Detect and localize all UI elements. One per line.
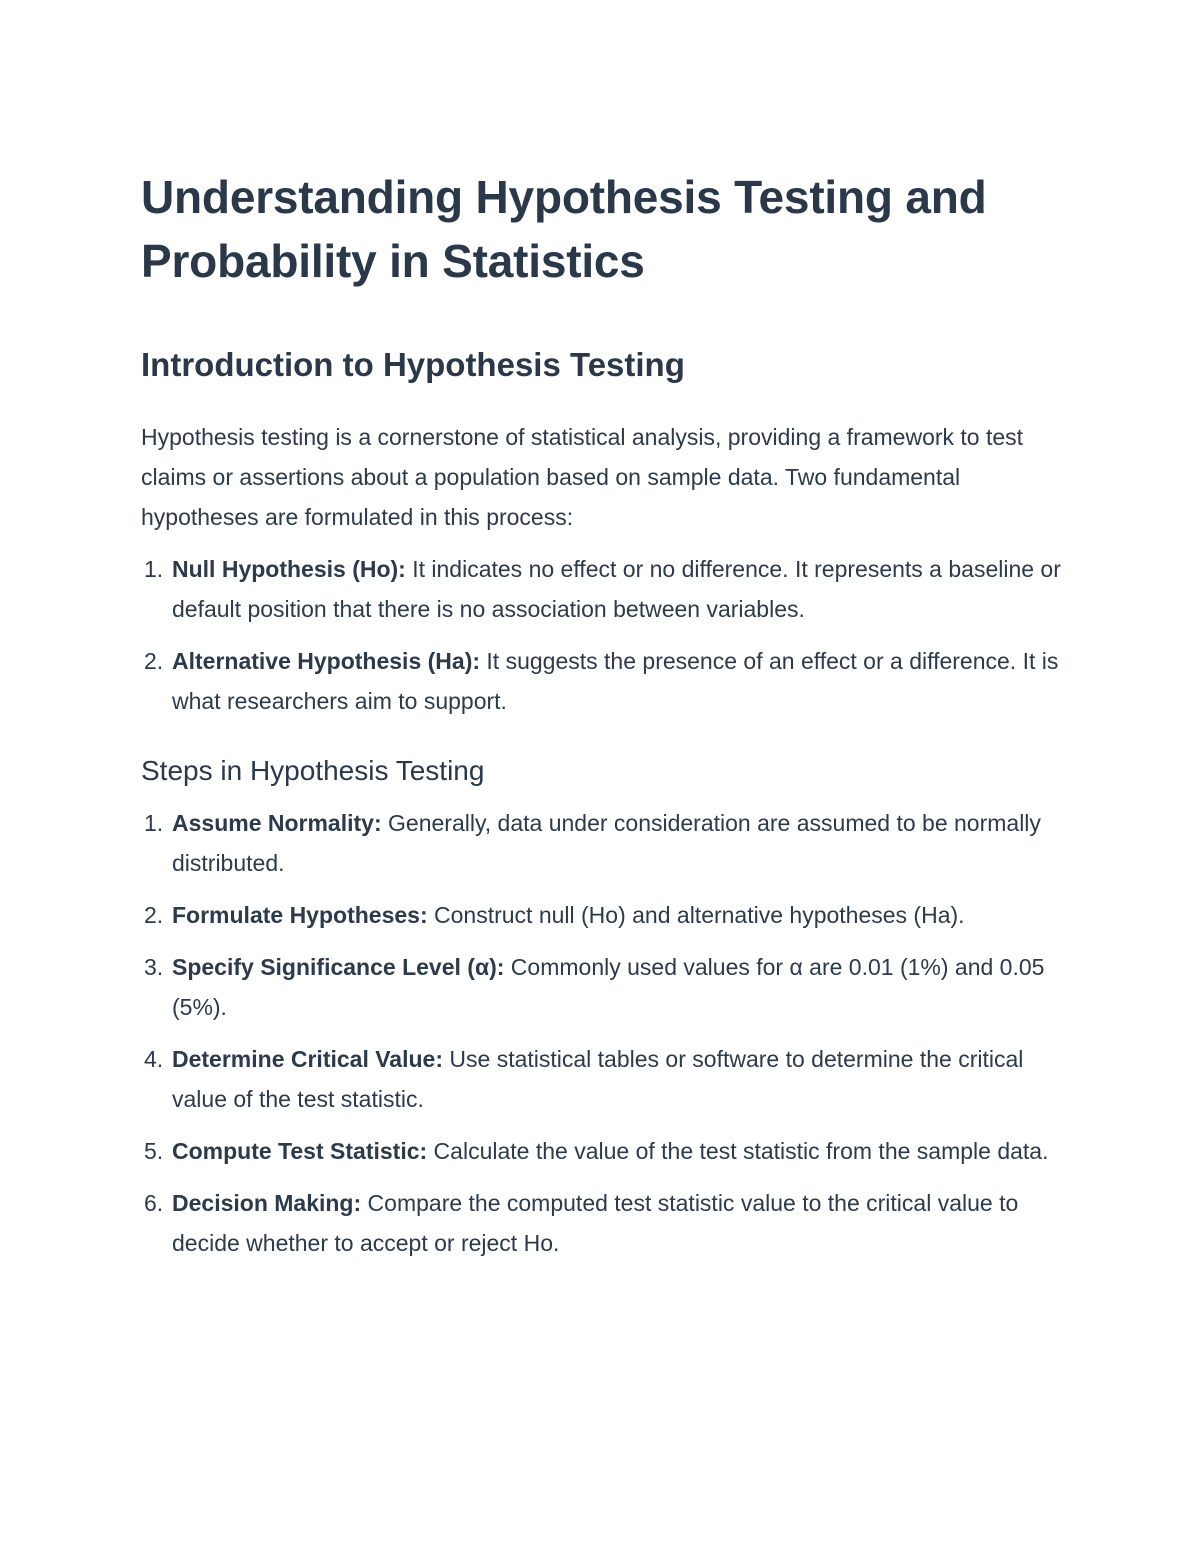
list-term: Decision Making xyxy=(172,1190,354,1216)
list-number: 1. xyxy=(144,556,164,582)
list-term: Assume Normality xyxy=(172,810,374,836)
list-item xyxy=(144,803,1061,883)
list-separator: : xyxy=(419,902,428,928)
list-number: 6. xyxy=(144,1190,164,1216)
document-title: Understanding Hypothesis Testing and Probability in Statistics xyxy=(141,171,987,287)
list-item xyxy=(144,641,1061,721)
list-separator: : xyxy=(398,556,406,582)
list-text: Construct null (Ho) and alternative hypotheses (Ha). xyxy=(427,902,965,928)
list-number: 5. xyxy=(144,1138,164,1164)
list-item xyxy=(144,947,1061,1027)
list-term: Specify Significance Level (α) xyxy=(172,954,497,980)
list-item xyxy=(144,1039,1061,1119)
list-item xyxy=(144,895,1061,935)
list-number: 2. xyxy=(144,648,164,674)
list-number: 3. xyxy=(144,954,164,980)
list-text: Use statistical tables or software to determine the critical value of the test statistic. xyxy=(172,1046,1024,1112)
list-separator: : xyxy=(353,1190,362,1216)
list-term: Formulate Hypotheses xyxy=(172,902,420,928)
list-text: Calculate the value of the test statistic from the sample data. xyxy=(427,1138,1049,1164)
list-term: Alternative Hypothesis (Ha) xyxy=(172,648,473,674)
steps-list xyxy=(141,803,1061,1263)
intro-heading: Introduction to Hypothesis Testing xyxy=(141,346,685,383)
list-item xyxy=(144,549,1061,629)
list-number: 4. xyxy=(144,1046,164,1072)
list-separator: : xyxy=(435,1046,444,1072)
list-text: It indicates no effect or no difference. It represents a baseline or default position that there is no association between variables. xyxy=(172,556,1061,622)
list-text: Compare the computed test statistic value to the critical value to decide whether to accept or reject Ho. xyxy=(172,1190,1019,1256)
list-text: It suggests the presence of an effect or a difference. It is what researchers aim to support. xyxy=(172,648,1059,714)
list-text: Generally, data under consideration are assumed to be normally distributed. xyxy=(172,810,1041,876)
document-page xyxy=(141,165,1061,1263)
intro-paragraph: Hypothesis testing is a cornerstone of statistical analysis, providing a framework to test claims or assertions about a population based on sample data. Two fundamental hypotheses are formulated in this process: xyxy=(141,424,1024,530)
list-number: 1. xyxy=(144,810,164,836)
list-number: 2. xyxy=(144,902,164,928)
list-separator: : xyxy=(496,954,505,980)
list-separator: : xyxy=(373,810,382,836)
steps-heading: Steps in Hypothesis Testing xyxy=(141,755,485,786)
list-term: Null Hypothesis (Ho) xyxy=(172,556,399,582)
list-separator: : xyxy=(419,1138,428,1164)
list-separator: : xyxy=(472,648,481,674)
list-text: Commonly used values for α are 0.01 (1%) and 0.05 (5%). xyxy=(172,954,1045,1020)
list-item xyxy=(144,1131,1061,1171)
list-item xyxy=(144,1183,1061,1263)
hypotheses-list xyxy=(141,549,1061,721)
list-term: Compute Test Statistic xyxy=(172,1138,420,1164)
list-term: Determine Critical Value xyxy=(172,1046,436,1072)
